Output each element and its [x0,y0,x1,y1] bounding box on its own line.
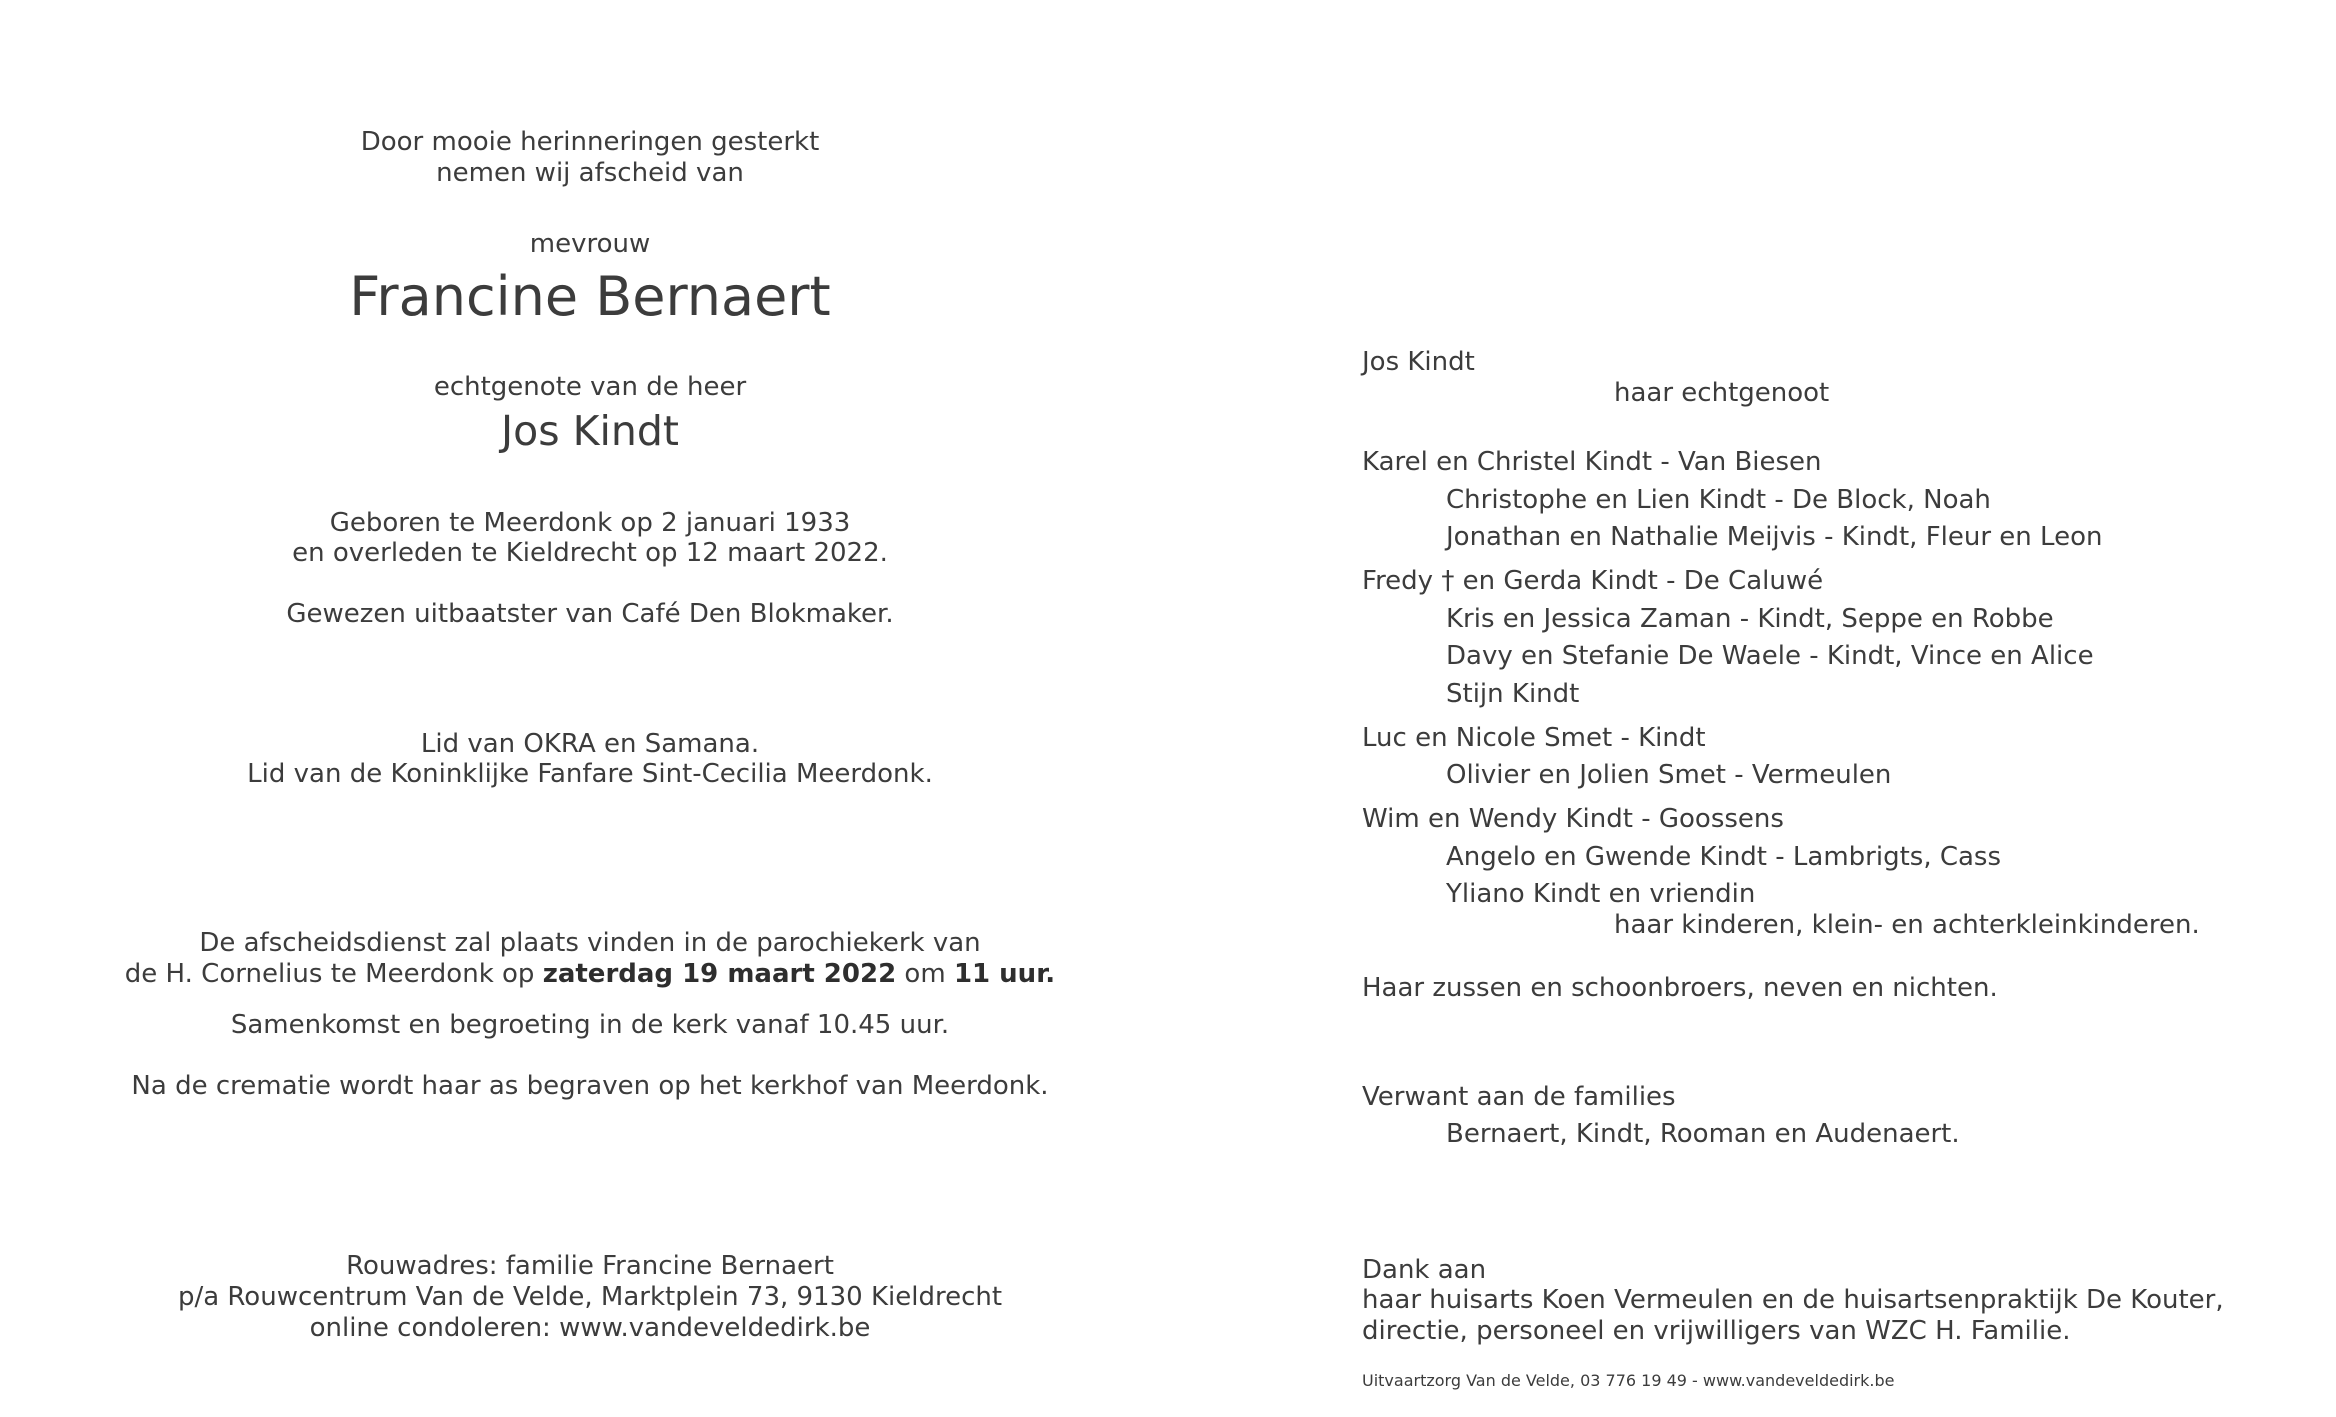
thanks-intro: Dank aan [1362,1255,1487,1285]
service-date: zaterdag 19 maart 2022 [542,959,897,989]
husband-name: Jos Kindt [1362,347,1475,377]
family-member: Christophe en Lien Kindt - De Block, Noah [1446,485,1991,515]
cremation-line: Na de crematie wordt haar as begraven op het kerkhof van Meerdonk. [131,1071,1049,1101]
family-head: Wim en Wendy Kindt - Goossens [1362,804,1784,834]
birth-line: Geboren te Meerdonk op 2 januari 1933 [329,508,851,538]
husband-role: haar echtgenoot [1614,378,1830,408]
spouse-name: Jos Kindt [501,407,679,455]
thanks-line-1: haar huisarts Koen Vermeulen en de huisartsenpraktijk De Kouter, [1362,1285,2224,1315]
thanks-line-2: directie, personeel en vrijwilligers van WZC H. Familie. [1362,1316,2071,1346]
family-member: Jonathan en Nathalie Meijvis - Kindt, Fleur en Leon [1446,522,2103,552]
occupation-line: Gewezen uitbaatster van Café Den Blokmaker. [286,599,894,629]
deceased-name: Francine Bernaert [349,265,831,328]
siblings-line: Haar zussen en schoonbroers, neven en nichten. [1362,973,1998,1003]
intro-line-2: nemen wij afscheid van [436,158,744,188]
family-member: Angelo en Gwende Kindt - Lambrigts, Cass [1446,842,2002,872]
service-line-2 [0,958,1180,990]
funeral-home-footer: Uitvaartzorg Van de Velde, 03 776 19 49 - www.vandeveldedirk.be [1362,1371,1895,1390]
spouse-intro: echtgenote van de heer [433,372,747,402]
address-line-2: p/a Rouwcentrum Van de Velde, Marktplein 73, 9130 Kieldrecht [177,1282,1003,1312]
family-head: Fredy † en Gerda Kindt - De Caluwé [1362,566,1824,596]
membership-line-1: Lid van OKRA en Samana. [420,729,760,759]
service-time: 11 uur. [953,959,1056,989]
service-connector-text: om [896,959,954,989]
related-intro: Verwant aan de families [1362,1082,1676,1112]
service-line-1: De afscheidsdienst zal plaats vinden in de parochiekerk van [199,928,981,958]
family-head: Karel en Christel Kindt - Van Biesen [1362,447,1822,477]
family-member: Olivier en Jolien Smet - Vermeulen [1446,760,1892,790]
address-line-1: Rouwadres: familie Francine Bernaert [346,1251,834,1281]
children-role: haar kinderen, klein- en achterkleinkinderen. [1614,910,2200,940]
related-families: Bernaert, Kindt, Rooman en Audenaert. [1446,1119,1960,1149]
family-member: Davy en Stefanie De Waele - Kindt, Vince en Alice [1446,641,2094,671]
condolence-link[interactable]: online condoleren: www.vandeveldedirk.be [309,1313,871,1343]
intro-line-1: Door mooie herinneringen gesterkt [360,127,820,157]
family-member: Yliano Kindt en vriendin [1446,879,1756,909]
honorific: mevrouw [529,229,651,259]
membership-line-2: Lid van de Koninklijke Fanfare Sint-Cecilia Meerdonk. [247,759,933,789]
service-place-text: de H. Cornelius te Meerdonk op [124,959,543,989]
gathering-line: Samenkomst en begroeting in de kerk vanaf 10.45 uur. [230,1010,950,1040]
death-line: en overleden te Kieldrecht op 12 maart 2022. [292,538,888,568]
family-member: Kris en Jessica Zaman - Kindt, Seppe en Robbe [1446,604,2054,634]
family-member: Stijn Kindt [1446,679,1580,709]
family-head: Luc en Nicole Smet - Kindt [1362,723,1706,753]
